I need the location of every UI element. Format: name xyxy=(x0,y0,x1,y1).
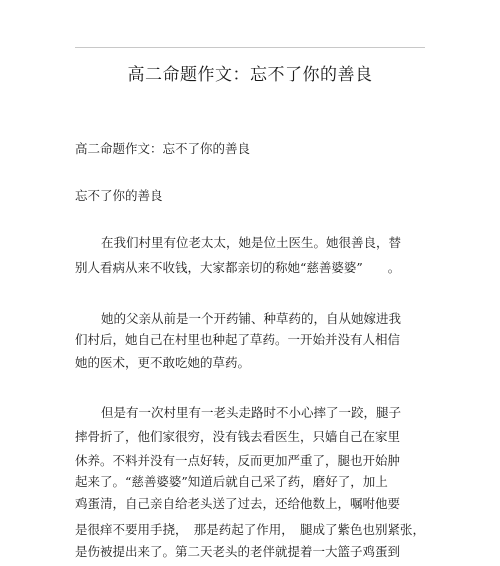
paragraph-line: 她的父亲从前是一个开药铺、种草药的，自从她嫁进我 xyxy=(101,311,402,326)
paragraph-line: 是伤被提出来了。第二天老头的老伴就提着一大篮子鸡蛋到 xyxy=(75,544,401,559)
paragraph-line: 别人看病从来不收钱，大家都亲切的称她“慈善婆婆” 。 xyxy=(75,260,401,275)
paragraph-line: 休养。不料并没有一点好转，反而更加严重了，腿也开始肿 xyxy=(75,453,401,468)
paragraph-line: 摔骨折了，他们家很穷，没有钱去看医生，只嫱自己在家里 xyxy=(75,429,401,444)
paragraph-line: 们村后，她自己在村里也种起了草药。一开始并没有人相信 xyxy=(75,332,401,347)
document-title: 高二命题作文：忘不了你的善良 xyxy=(127,65,373,85)
header-rule xyxy=(75,47,425,48)
subheading: 忘不了你的善良 xyxy=(75,188,163,203)
paragraph-line: 是很痒不要用手挠， 那是药起了作用， 腿成了紫色也别紧张， xyxy=(75,522,426,537)
paragraph-line: 她的医术，更不敢吃她的草药。 xyxy=(75,355,251,370)
paragraph-line: 在我们村里有位老太太，她是位土医生。她很善良，替 xyxy=(101,235,402,250)
paragraph-line: 鸡蛋清，自己亲自给老头送了过去，还给他数上，嘱咐他要 xyxy=(75,496,401,511)
heading-line: 高二命题作文：忘不了你的善良 xyxy=(75,141,251,156)
paragraph-line: 起来了。“慈善婆婆”知道后就自己采了药，磨好了，加上 xyxy=(75,474,388,489)
paragraph-line: 但是有一次村里有一老头走路时不小心摔了一跤，腿子 xyxy=(101,405,402,420)
